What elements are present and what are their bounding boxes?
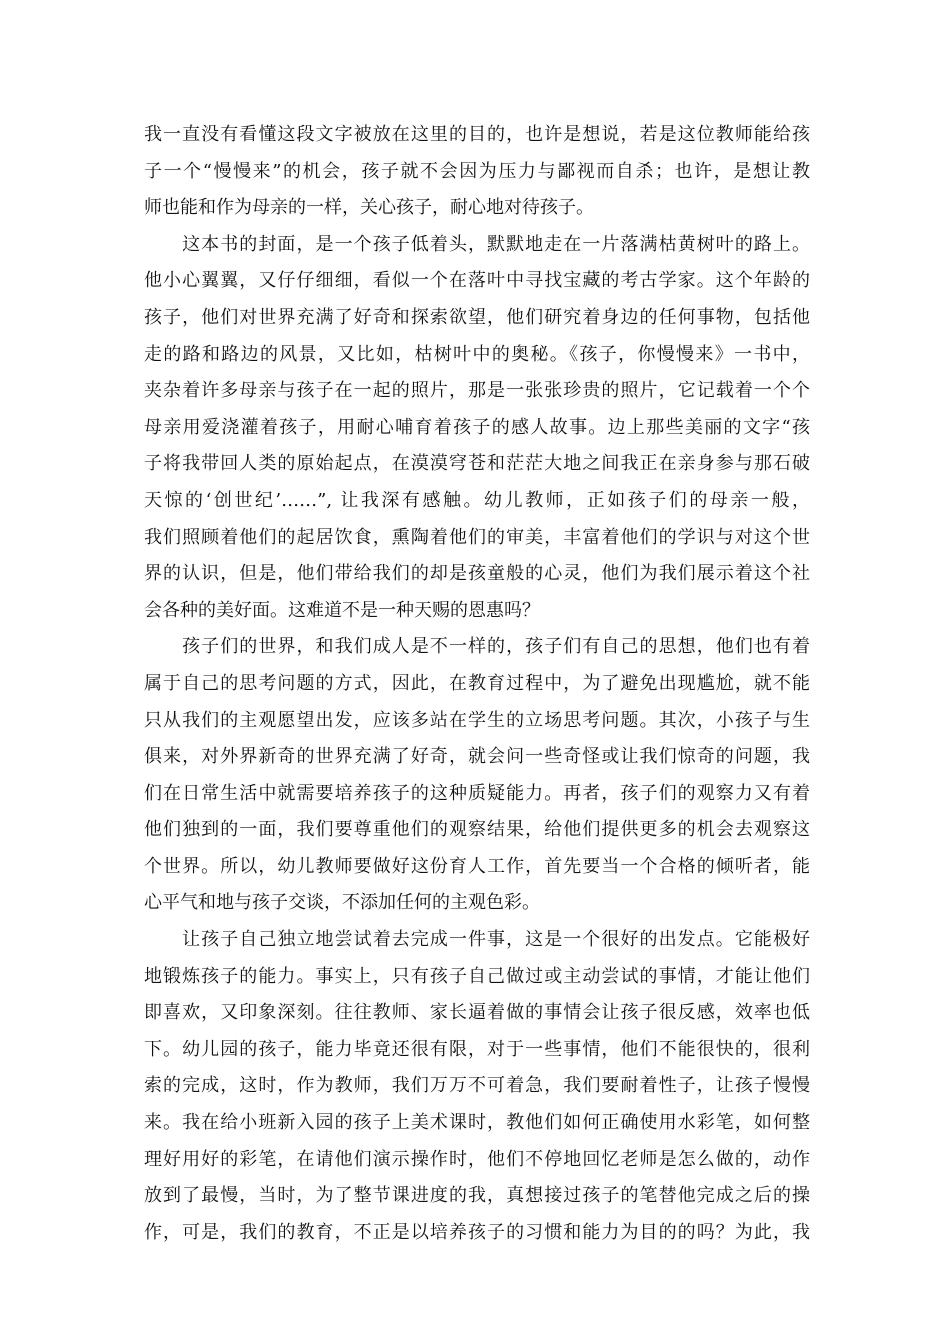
text-line: 下。幼儿园的孩子，能力毕竟还很有限，对于一些事情，他们不能很快的，很利 xyxy=(144,1038,810,1060)
text-line: 天惊的‘创世纪’……”, 让我深有感触。幼儿教师，正如孩子们的母亲一般， xyxy=(144,489,810,511)
text-line: 界的认识，但是，他们带给我们的却是孩童般的心灵，他们为我们展示着这个社 xyxy=(144,563,810,585)
text-line: 我一直没有看懂这段文字被放在这里的目的，也许是想说，若是这位教师能给孩 xyxy=(144,124,810,145)
text-line: 他小心翼翼，又仔仔细细，看似一个在落叶中寻找宝藏的考古学家。这个年龄的 xyxy=(144,270,810,292)
text-line: 子将我带回人类的原始起点，在漠漠穹苍和茫茫大地之间我正在亲身参与那石破 xyxy=(144,453,810,475)
text-line: 来。我在给小班新入园的孩子上美术课时，教他们如何正确使用水彩笔，如何整 xyxy=(144,1112,810,1134)
text-line: 孩子们的世界，和我们成人是不一样的，孩子们有自己的思想，他们也有着 xyxy=(144,636,810,658)
text-line: 母亲用爱浇灌着孩子，用耐心哺育着孩子的感人故事。边上那些美丽的文字“孩 xyxy=(144,416,810,438)
text-line: 让孩子自己独立地尝试着去完成一件事，这是一个很好的出发点。它能极好 xyxy=(144,929,810,951)
text-line: 个世界。所以，幼儿教师要做好这份育人工作，首先要当一个合格的倾听者，能 xyxy=(144,855,810,877)
text-line: 他们独到的一面，我们要尊重他们的观察结果，给他们提供更多的机会去观察这 xyxy=(144,819,810,841)
text-line: 走的路和路边的风景，又比如，枯树叶中的奥秘。《孩子，你慢慢来》一书中， xyxy=(144,343,810,365)
text-line: 俱来，对外界新奇的世界充满了好奇，就会问一些奇怪或让我们惊奇的问题，我 xyxy=(144,746,810,768)
text-line: 们在日常生活中就需要培养孩子的这种质疑能力。再者，孩子们的观察力又有着 xyxy=(144,782,810,804)
text-line: 夹杂着许多母亲与孩子在一起的照片，那是一张张珍贵的照片，它记载着一个个 xyxy=(144,380,810,402)
text-line: 我们照顾着他们的起居饮食，熏陶着他们的审美，丰富着他们的学识与对这个世 xyxy=(144,526,810,548)
text-line: 师也能和作为母亲的一样，关心孩子，耐心地对待孩子。 xyxy=(144,197,594,219)
text-line: 孩子，他们对世界充满了好奇和探索欲望，他们研究着身边的任何事物，包括他 xyxy=(144,306,810,328)
text-line: 地锻炼孩子的能力。事实上，只有孩子自己做过或主动尝试的事情，才能让他们 xyxy=(144,965,810,987)
body-text xyxy=(144,117,810,1251)
text-line: 即喜欢，又印象深刻。往往教师、家长逼着做的事情会让孩子很反感，效率也低 xyxy=(144,1002,810,1024)
text-line: 这本书的封面，是一个孩子低着头，默默地走在一片落满枯黄树叶的路上。 xyxy=(144,233,810,255)
text-line: 理好用好的彩笔，在请他们演示操作时，他们不停地回忆老师是怎么做的，动作 xyxy=(144,1148,810,1170)
text-line: 放到了最慢，当时，为了整节课进度的我，真想接过孩子的笔替他完成之后的操 xyxy=(144,1185,810,1207)
text-line: 只从我们的主观愿望出发，应该多站在学生的立场思考问题。其次，小孩子与生 xyxy=(144,709,810,731)
text-line: 会各种的美好面。这难道不是一种天赐的恩惠吗？ xyxy=(144,599,540,621)
text-line: 索的完成，这时，作为教师，我们万万不可着急，我们要耐着性子，让孩子慢慢 xyxy=(144,1075,810,1097)
text-line: 心平气和地与孩子交谈，不添加任何的主观色彩。 xyxy=(144,892,540,914)
text-line: 子一个“慢慢来”的机会，孩子就不会因为压力与鄙视而自杀；也许，是想让教 xyxy=(144,160,810,182)
text-line: 作，可是，我们的教育，不正是以培养孩子的习惯和能力为目的的吗？为此，我 xyxy=(144,1221,810,1243)
text-line: 属于自己的思考问题的方式，因此，在教育过程中，为了避免出现尴尬，就不能 xyxy=(144,672,810,694)
